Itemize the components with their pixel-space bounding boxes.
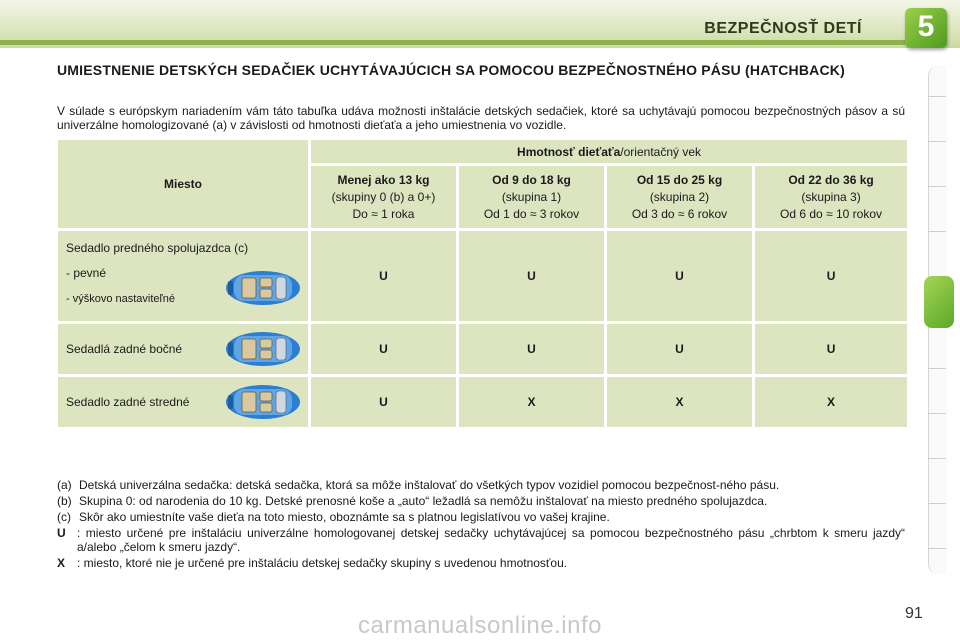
watermark: carmanualsonline.info bbox=[358, 612, 602, 639]
index-divider bbox=[928, 503, 946, 504]
row-label-text: Sedadlo predného spolujazdca (c) bbox=[66, 241, 249, 255]
intro-paragraph: V súlade s európskym nariadením vám táto tabuľka udáva možnosti inštalácie detských sedačiek, ktoré sa uchytávajú pomocou bezpečnostných pásov a sú univerzálne homologizované (a) v závislosti od hmotnosti dieťaťa a jeho umiestnenia vo vozidle. bbox=[57, 104, 905, 132]
index-divider bbox=[928, 186, 946, 187]
row-label-rear-middle bbox=[58, 377, 308, 427]
chapter-badge bbox=[905, 8, 947, 48]
table-cell-value: X bbox=[755, 377, 907, 427]
weight-header-bold: Hmotnosť dieťaťa bbox=[517, 144, 621, 159]
table-cell-value: U bbox=[311, 231, 456, 321]
index-divider bbox=[928, 96, 946, 97]
group-title: Menej ako 13 kg bbox=[337, 172, 430, 187]
group-age: Od 6 do ≈ 10 rokov bbox=[780, 206, 883, 221]
location-header bbox=[58, 140, 308, 228]
footnote-text: Skôr ako umiestníte vaše dieťa na toto miesto, oboznámte sa s platnou legislatívou vo vašej krajine. bbox=[79, 510, 610, 524]
table-cell-value: U bbox=[755, 231, 907, 321]
index-divider bbox=[928, 231, 946, 232]
group-header bbox=[311, 166, 456, 228]
page-number: 91 bbox=[905, 605, 923, 622]
table-cell-value: U bbox=[459, 231, 604, 321]
legend-text: : miesto, ktoré nie je určené pre inštaláciu detskej sedačky skupiny s uvedenou hmotnosťou. bbox=[77, 556, 568, 570]
car-seat-diagram-icon bbox=[224, 383, 302, 421]
footnote-b bbox=[57, 494, 905, 508]
group-class: (skupina 3) bbox=[801, 189, 861, 204]
table-cell-value: U bbox=[311, 324, 456, 374]
legend-key: U bbox=[57, 526, 66, 540]
child-seat-table bbox=[55, 137, 910, 430]
car-seat-diagram-icon bbox=[224, 269, 302, 307]
index-divider bbox=[928, 368, 946, 369]
group-header bbox=[607, 166, 752, 228]
legend-u bbox=[57, 526, 905, 554]
group-class: (skupina 1) bbox=[501, 189, 562, 204]
table-cell-value: U bbox=[459, 324, 604, 374]
table-cell-value: U bbox=[311, 377, 456, 427]
footnote-text: Skupina 0: od narodenia do 10 kg. Detské prenosné koše a „auto“ ležadlá sa nemôžu inštalovať na miesto predného spolujazdca. bbox=[79, 494, 768, 508]
table-cell-value: X bbox=[607, 377, 752, 427]
row-label-text: Sedadlá zadné bočné bbox=[66, 342, 183, 356]
group-age: Od 3 do ≈ 6 rokov bbox=[631, 206, 728, 221]
row-sublabel-adjustable: - výškovo nastaviteľné bbox=[66, 293, 175, 305]
group-header bbox=[755, 166, 907, 228]
index-divider bbox=[928, 413, 946, 414]
group-class: (skupina 2) bbox=[649, 189, 710, 204]
footnote-key: (b) bbox=[57, 494, 72, 508]
chapter-number: 5 bbox=[917, 10, 935, 43]
group-class: (skupiny 0 (b) a 0+) bbox=[331, 189, 436, 204]
footnote-key: (a) bbox=[57, 478, 72, 492]
weight-header-rest: /orientačný vek bbox=[620, 144, 702, 159]
group-header bbox=[459, 166, 604, 228]
footnote-key: (c) bbox=[57, 510, 71, 524]
chapter-title: BEZPEČNOSŤ DETÍ bbox=[704, 20, 862, 37]
table-cell-value: U bbox=[607, 231, 752, 321]
legend-x bbox=[57, 556, 905, 570]
index-divider bbox=[928, 141, 946, 142]
table-cell-value: U bbox=[607, 324, 752, 374]
section-title: UMIESTNENIE DETSKÝCH SEDAČIEK UCHYTÁVAJÚCICH SA POMOCOU BEZPEČNOSTNÉHO PÁSU (HATCHBACK) bbox=[57, 62, 845, 78]
footnote-c bbox=[57, 510, 905, 524]
index-divider bbox=[928, 458, 946, 459]
footnote-text: Detská univerzálna sedačka: detská sedačka, ktorá sa môže inštalovať do všetkých typov vozidiel pomocou bezpečnost-ného pásu. bbox=[79, 478, 780, 492]
car-seat-diagram-icon bbox=[224, 330, 302, 368]
weight-header bbox=[311, 140, 907, 163]
group-title: Od 22 do 36 kg bbox=[788, 172, 874, 187]
group-age: Do ≈ 1 roka bbox=[352, 206, 415, 221]
legend-text: : miesto určené pre inštaláciu univerzálne homologovanej detskej sedačky uchytávajúcej sa pomocou bezpečnostného pásu „chrbtom k smeru jazdy“ a/alebo „čelom k smeru jazdy“. bbox=[77, 526, 905, 554]
footnotes bbox=[57, 478, 905, 572]
row-label-rear-side bbox=[58, 324, 308, 374]
row-sublabel-fixed: - pevné bbox=[66, 266, 107, 280]
table-cell-value: X bbox=[459, 377, 604, 427]
index-divider bbox=[928, 548, 946, 549]
location-header-label: Miesto bbox=[163, 177, 202, 191]
legend-key: X bbox=[57, 556, 66, 570]
group-title: Od 9 do 18 kg bbox=[492, 172, 571, 187]
row-label-text: Sedadlo zadné stredné bbox=[66, 395, 190, 409]
row-label-front-passenger bbox=[58, 231, 308, 321]
group-age: Od 1 do ≈ 3 rokov bbox=[483, 206, 580, 221]
header-stripe bbox=[0, 40, 905, 45]
chapter-index-tab-active[interactable] bbox=[924, 276, 954, 328]
table-cell-value: U bbox=[755, 324, 907, 374]
group-title: Od 15 do 25 kg bbox=[636, 172, 723, 187]
footnote-a bbox=[57, 478, 905, 492]
